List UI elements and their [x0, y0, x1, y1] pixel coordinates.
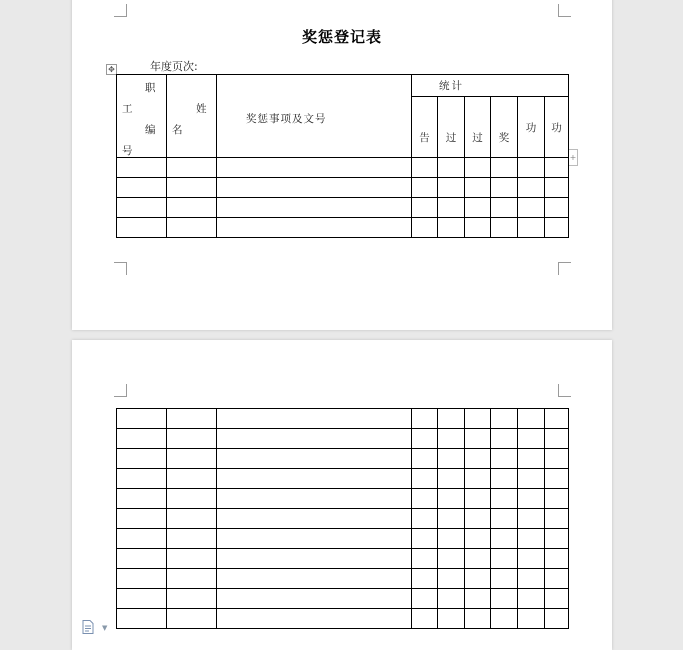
table-cell[interactable]: [412, 609, 438, 629]
table-cell[interactable]: [545, 158, 569, 178]
table-cell[interactable]: [217, 449, 412, 469]
header-text: 编: [145, 124, 156, 136]
table-cell[interactable]: [217, 609, 412, 629]
table-cell[interactable]: [438, 198, 465, 218]
document-page-2: [72, 340, 612, 650]
chevron-down-icon[interactable]: ▼: [102, 624, 108, 632]
document-title[interactable]: 奖惩登记表: [301, 28, 382, 46]
table-cell[interactable]: [412, 409, 438, 429]
table-cell[interactable]: [545, 198, 569, 218]
header-text: 职: [145, 82, 156, 94]
table-cell[interactable]: [438, 429, 465, 449]
table-cell[interactable]: [117, 178, 167, 198]
header-stat-col[interactable]: [465, 97, 491, 158]
table-cell[interactable]: [412, 469, 438, 489]
table-cell[interactable]: [167, 529, 217, 549]
table-cell[interactable]: [217, 429, 412, 449]
table-cell[interactable]: [518, 469, 545, 489]
table-cell[interactable]: [491, 469, 518, 489]
header-stat-col[interactable]: [412, 97, 438, 158]
table-cell[interactable]: [217, 409, 412, 429]
table-cell[interactable]: [465, 489, 491, 509]
table-cell[interactable]: [491, 609, 518, 629]
table-cell[interactable]: [438, 469, 465, 489]
header-text: 过: [472, 131, 483, 144]
table-cell[interactable]: [438, 489, 465, 509]
crop-mark: [558, 4, 571, 17]
header-stat-col[interactable]: [518, 97, 545, 158]
table-cell[interactable]: [167, 429, 217, 449]
table-cell[interactable]: [217, 489, 412, 509]
table-body: [117, 409, 569, 629]
document-icon-glyph: [82, 620, 94, 634]
header-text: 过: [445, 131, 457, 144]
crop-mark: [558, 262, 571, 275]
crop-mark: [114, 4, 127, 17]
table-cell[interactable]: [491, 489, 518, 509]
header-stats[interactable]: [412, 75, 569, 97]
table-cell[interactable]: [438, 589, 465, 609]
table-cell[interactable]: [518, 218, 545, 238]
table-cell[interactable]: [465, 218, 491, 238]
table-cell[interactable]: [545, 178, 569, 198]
table-cell[interactable]: [438, 158, 465, 178]
table-cell[interactable]: [491, 178, 518, 198]
table-cell[interactable]: [545, 589, 569, 609]
header-text: 奖惩事项及文号: [246, 113, 327, 125]
table-cell[interactable]: [491, 218, 518, 238]
header-employee-no[interactable]: [117, 75, 167, 158]
table-cell[interactable]: [491, 449, 518, 469]
header-stat-col[interactable]: [438, 97, 465, 158]
table-cell[interactable]: [438, 549, 465, 569]
table-row: [117, 158, 569, 178]
table-cell[interactable]: [491, 409, 518, 429]
table-cell[interactable]: [167, 489, 217, 509]
table-cell[interactable]: [117, 609, 167, 629]
table-cell[interactable]: [491, 529, 518, 549]
table-cell[interactable]: [117, 409, 167, 429]
table-row: [117, 198, 569, 218]
table-cell[interactable]: [117, 469, 167, 489]
header-matters[interactable]: [217, 75, 412, 158]
table-cell[interactable]: [412, 178, 438, 198]
table-cell[interactable]: [167, 469, 217, 489]
header-name[interactable]: [167, 75, 217, 158]
table-cell[interactable]: [167, 218, 217, 238]
table-body: [117, 158, 569, 238]
table-cell[interactable]: [412, 449, 438, 469]
table-cell[interactable]: [491, 429, 518, 449]
document-page-1: [72, 0, 612, 330]
table-cell[interactable]: [217, 198, 412, 218]
table-cell[interactable]: [167, 449, 217, 469]
table-cell[interactable]: [518, 609, 545, 629]
table-cell[interactable]: [217, 509, 412, 529]
table-row: [117, 409, 569, 429]
table-row: [117, 549, 569, 569]
table-cell[interactable]: [465, 449, 491, 469]
table-move-icon[interactable]: ✥: [106, 64, 117, 75]
table-cell[interactable]: [438, 529, 465, 549]
table-cell[interactable]: [465, 549, 491, 569]
header-text: 功: [525, 121, 537, 134]
table-cell[interactable]: [117, 589, 167, 609]
table-cell[interactable]: [167, 158, 217, 178]
table-cell[interactable]: [518, 489, 545, 509]
table-cell[interactable]: [465, 609, 491, 629]
table-cell[interactable]: [518, 569, 545, 589]
table-cell[interactable]: [465, 569, 491, 589]
table-cell[interactable]: [117, 529, 167, 549]
table-cell[interactable]: [491, 158, 518, 178]
table-cell[interactable]: [167, 198, 217, 218]
table-cell[interactable]: [465, 158, 491, 178]
table-cell[interactable]: [545, 529, 569, 549]
table-row: [117, 449, 569, 469]
table-cell[interactable]: [465, 409, 491, 429]
table-cell[interactable]: [117, 509, 167, 529]
table-cell[interactable]: [412, 589, 438, 609]
table-cell[interactable]: [438, 178, 465, 198]
table-cell[interactable]: [117, 198, 167, 218]
table-cell[interactable]: [545, 609, 569, 629]
table-cell[interactable]: [117, 569, 167, 589]
table-row: [117, 589, 569, 609]
header-text: 统计: [439, 80, 464, 93]
table-cell[interactable]: [412, 198, 438, 218]
table-cell[interactable]: [217, 529, 412, 549]
table-cell[interactable]: [518, 549, 545, 569]
table-cell[interactable]: [518, 158, 545, 178]
table-cell[interactable]: [518, 198, 545, 218]
table-cell[interactable]: [438, 449, 465, 469]
table-cell[interactable]: [491, 549, 518, 569]
table-cell[interactable]: [518, 409, 545, 429]
table-row: [117, 529, 569, 549]
table-cell[interactable]: [518, 589, 545, 609]
table-cell[interactable]: [412, 489, 438, 509]
header-text: 姓: [196, 103, 207, 115]
table-cell[interactable]: [545, 409, 569, 429]
table-cell[interactable]: [412, 509, 438, 529]
rewards-table-continued: [116, 408, 569, 629]
table-cell[interactable]: [545, 509, 569, 529]
table-cell[interactable]: [545, 549, 569, 569]
table-cell[interactable]: [117, 449, 167, 469]
table-cell[interactable]: [412, 569, 438, 589]
table-cell[interactable]: [167, 609, 217, 629]
table-cell[interactable]: [217, 549, 412, 569]
table-cell[interactable]: [117, 489, 167, 509]
table-cell[interactable]: [217, 218, 412, 238]
table-cell[interactable]: [518, 529, 545, 549]
table-cell[interactable]: [545, 469, 569, 489]
table-cell[interactable]: [217, 158, 412, 178]
table-cell[interactable]: [438, 409, 465, 429]
table-cell[interactable]: [465, 589, 491, 609]
table-cell[interactable]: [465, 198, 491, 218]
header-text: 名: [172, 124, 183, 136]
table-cell[interactable]: [412, 158, 438, 178]
table-cell[interactable]: [465, 178, 491, 198]
table-cell[interactable]: [412, 549, 438, 569]
table-add-icon[interactable]: +: [568, 149, 578, 166]
table-cell[interactable]: [217, 589, 412, 609]
table-row: [117, 509, 569, 529]
header-text: 告: [419, 131, 430, 144]
table-cell[interactable]: [217, 569, 412, 589]
table-cell[interactable]: [491, 589, 518, 609]
table-row: [117, 178, 569, 198]
table-cell[interactable]: [117, 549, 167, 569]
table-row: [117, 569, 569, 589]
header-stat-col[interactable]: [545, 97, 569, 158]
table-cell[interactable]: [117, 158, 167, 178]
table-cell[interactable]: [412, 218, 438, 238]
header-text: 工: [122, 103, 133, 115]
crop-mark: [114, 384, 127, 397]
table-cell[interactable]: [465, 529, 491, 549]
table-cell[interactable]: [518, 178, 545, 198]
table-cell[interactable]: [117, 429, 167, 449]
table-cell[interactable]: [438, 569, 465, 589]
table-cell[interactable]: [545, 449, 569, 469]
table-row: [117, 489, 569, 509]
table-cell[interactable]: [167, 549, 217, 569]
rewards-table: [116, 74, 569, 238]
table-cell[interactable]: [412, 429, 438, 449]
table-row: [117, 218, 569, 238]
table-cell[interactable]: [167, 589, 217, 609]
table-cell[interactable]: [518, 429, 545, 449]
table-cell[interactable]: [167, 178, 217, 198]
table-cell[interactable]: [217, 178, 412, 198]
table-cell[interactable]: [491, 198, 518, 218]
table-cell[interactable]: [465, 429, 491, 449]
table-cell[interactable]: [545, 569, 569, 589]
table-cell[interactable]: [518, 449, 545, 469]
table-cell[interactable]: [545, 218, 569, 238]
crop-mark: [114, 262, 127, 275]
header-text: 号: [122, 145, 133, 157]
header-text: 功: [551, 121, 562, 134]
document-icon[interactable]: [82, 620, 94, 634]
header-stat-col[interactable]: [491, 97, 518, 158]
table-cell[interactable]: [438, 218, 465, 238]
table-cell[interactable]: [545, 489, 569, 509]
crop-mark: [558, 384, 571, 397]
table-cell[interactable]: [167, 509, 217, 529]
table-cell[interactable]: [518, 509, 545, 529]
table-cell[interactable]: [491, 569, 518, 589]
header-text: 奖: [498, 131, 510, 144]
table-cell[interactable]: [438, 509, 465, 529]
table-row: [117, 469, 569, 489]
table-cell[interactable]: [412, 529, 438, 549]
table-cell[interactable]: [438, 609, 465, 629]
year-page-label[interactable]: 年度页次:: [150, 60, 198, 73]
table-cell[interactable]: [217, 469, 412, 489]
table-cell[interactable]: [465, 469, 491, 489]
table-row: [117, 609, 569, 629]
table-cell[interactable]: [117, 218, 167, 238]
table-row: [117, 429, 569, 449]
table-cell[interactable]: [491, 509, 518, 529]
table-cell[interactable]: [167, 409, 217, 429]
table-cell[interactable]: [465, 509, 491, 529]
table-cell[interactable]: [545, 429, 569, 449]
table-cell[interactable]: [167, 569, 217, 589]
